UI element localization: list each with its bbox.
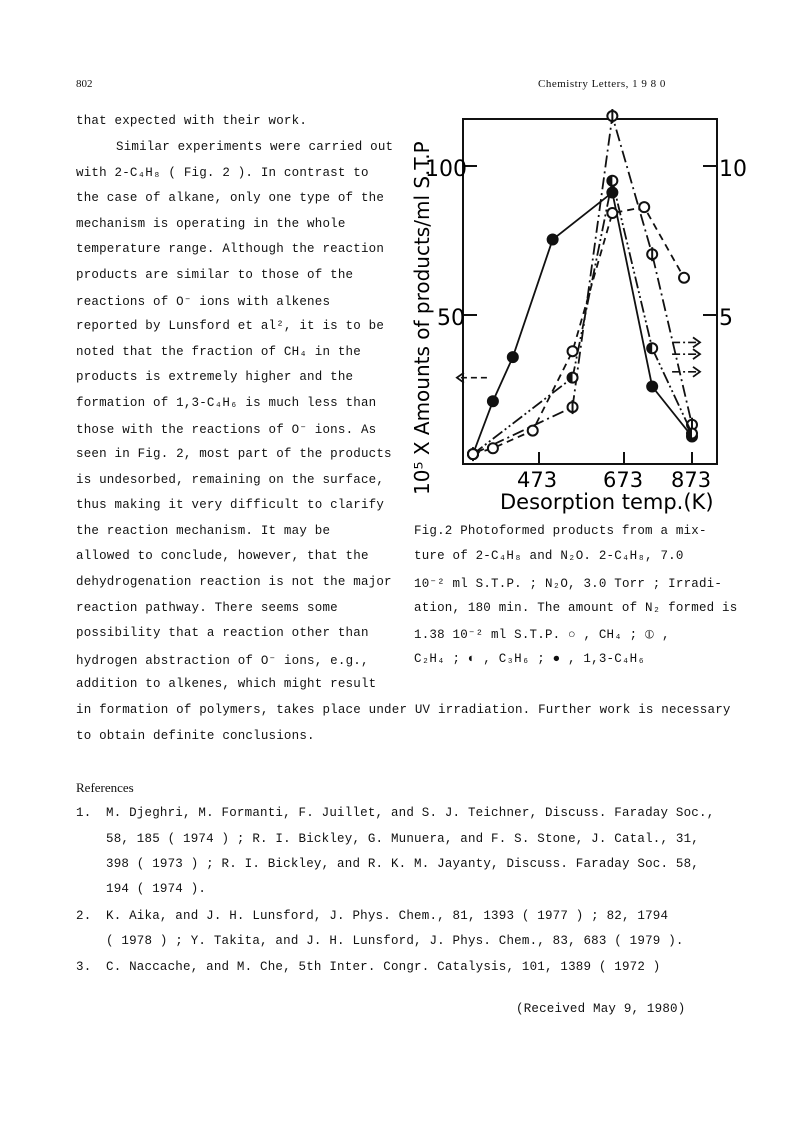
data-point xyxy=(548,235,558,245)
journal-header: Chemistry Letters, 1 9 8 0 xyxy=(538,78,666,90)
data-point xyxy=(488,443,498,453)
data-point xyxy=(528,426,538,436)
reference-number: 2. xyxy=(76,909,92,923)
reference-line: ( 1978 ) ; Y. Takita, and J. H. Lunsford, J. Phys. Chem., 83, 683 ( 1979 ). xyxy=(106,934,684,948)
body-line-4: the case of alkane, only one type of the xyxy=(76,191,385,205)
caption-line-2: ture of 2-C₄H₈ and N₂O. 2-C₄H₈, 7.0 xyxy=(414,549,684,563)
arrow-right xyxy=(672,337,700,347)
arrow-right xyxy=(672,349,700,359)
caption-line-3: 10⁻² ml S.T.P. ; N₂O, 3.0 Torr ; Irradi- xyxy=(414,577,723,591)
body-line-7: products are similar to those of the xyxy=(76,268,354,282)
body-line-6: temperature range. Although the reaction xyxy=(76,242,385,256)
received-date: (Received May 9, 1980) xyxy=(516,1002,686,1016)
data-point xyxy=(568,346,578,356)
series-layer xyxy=(457,109,700,461)
body-line-1: that expected with their work. xyxy=(76,114,308,128)
data-point xyxy=(468,449,478,459)
reference-line: M. Djeghri, M. Formanti, F. Juillet, and S. J. Teichner, Discuss. Faraday Soc., xyxy=(106,806,715,820)
body-line-18: allowed to conclude, however, that the xyxy=(76,549,369,563)
caption-line-5: 1.38 10⁻² ml S.T.P. ○ , CH₄ ; ⦶ , xyxy=(414,628,670,642)
caption-line-6: C₂H₄ ; ◐ , C₃H₆ ; ● , 1,3-C₄H₆ xyxy=(414,652,646,666)
data-point xyxy=(607,208,617,218)
body-line-21: possibility that a reaction other than xyxy=(76,626,369,640)
page-number: 802 xyxy=(76,78,93,90)
x-label-873: 873 xyxy=(671,468,712,492)
data-point xyxy=(639,202,649,212)
references-heading: References xyxy=(76,780,134,795)
figure-2-chart xyxy=(395,105,755,515)
series-line xyxy=(473,207,684,454)
body-line-19: dehydrogenation reaction is not the major xyxy=(76,575,392,589)
series-line xyxy=(473,181,692,454)
body-line-22: hydrogen abstraction of O⁻ ions, e.g., xyxy=(76,654,369,668)
series-2 xyxy=(468,109,697,461)
arrow-right xyxy=(672,367,700,377)
series-1 xyxy=(468,187,697,459)
x-label-473: 473 xyxy=(517,468,558,492)
body-line-16: thus making it very difficult to clarify xyxy=(76,498,385,512)
data-point xyxy=(647,382,657,392)
body-line-10: noted that the fraction of CH₄ in the xyxy=(76,345,361,359)
y-axis-title: 10⁵ X Amounts of products/ml S.T.P xyxy=(410,141,434,495)
body-line-20: reaction pathway. There seems some xyxy=(76,601,338,615)
y-label-right-10: 10 xyxy=(719,157,747,182)
body-line-12: formation of 1,3-C₄H₆ is much less than xyxy=(76,396,377,410)
arrow-left xyxy=(457,373,487,383)
y-label-50: 50 xyxy=(437,306,465,331)
plot-frame xyxy=(463,119,717,464)
data-point xyxy=(508,352,518,362)
x-axis-title: Desorption temp.(K) xyxy=(500,490,714,514)
y-label-right-5: 5 xyxy=(719,306,733,331)
body-line-14: seen in Fig. 2, most part of the products xyxy=(76,447,392,461)
body-line-2: Similar experiments were carried out xyxy=(116,140,394,154)
data-point xyxy=(679,273,689,283)
body-line-8: reactions of O⁻ ions with alkenes xyxy=(76,295,331,309)
reference-number: 1. xyxy=(76,806,92,820)
caption-line-4: ation, 180 min. The amount of N₂ formed is xyxy=(414,601,738,615)
reference-line: 398 ( 1973 ) ; R. I. Bickley, and R. K. M. Jayanty, Discuss. Faraday Soc. 58, xyxy=(106,857,699,871)
body-line-15: is undesorbed, remaining on the surface, xyxy=(76,473,385,487)
body-full-line-1: in formation of polymers, takes place under UV irradiation. Further work is necessary xyxy=(76,703,731,717)
series-4 xyxy=(468,202,689,459)
reference-line: 58, 185 ( 1974 ) ; R. I. Bickley, G. Munuera, and F. S. Stone, J. Catal., 31, xyxy=(106,832,699,846)
reference-number: 3. xyxy=(76,960,92,974)
body-line-11: products is extremely higher and the xyxy=(76,370,354,384)
body-line-13: those with the reactions of O⁻ ions. As xyxy=(76,423,377,437)
body-line-3: with 2-C₄H₈ ( Fig. 2 ). In contrast to xyxy=(76,166,369,180)
body-line-9: reported by Lunsford et al², it is to be xyxy=(76,319,385,333)
caption-line-1: Fig.2 Photoformed products from a mix- xyxy=(414,524,707,538)
body-full-line-2: to obtain definite conclusions. xyxy=(76,729,315,743)
series-line xyxy=(473,116,692,454)
body-line-5: mechanism is operating in the whole xyxy=(76,217,346,231)
data-point xyxy=(488,396,498,406)
body-line-17: the reaction mechanism. It may be xyxy=(76,524,331,538)
reference-line: 194 ( 1974 ). xyxy=(106,882,207,896)
reference-line: C. Naccache, and M. Che, 5th Inter. Congr. Catalysis, 101, 1389 ( 1972 ) xyxy=(106,960,661,974)
x-label-673: 673 xyxy=(603,468,644,492)
y-label-100: 100 xyxy=(425,157,467,182)
series-line xyxy=(473,192,692,454)
body-line-23: addition to alkenes, which might result xyxy=(76,677,377,691)
reference-line: K. Aika, and J. H. Lunsford, J. Phys. Chem., 81, 1393 ( 1977 ) ; 82, 1794 xyxy=(106,909,669,923)
series-3 xyxy=(468,176,697,459)
